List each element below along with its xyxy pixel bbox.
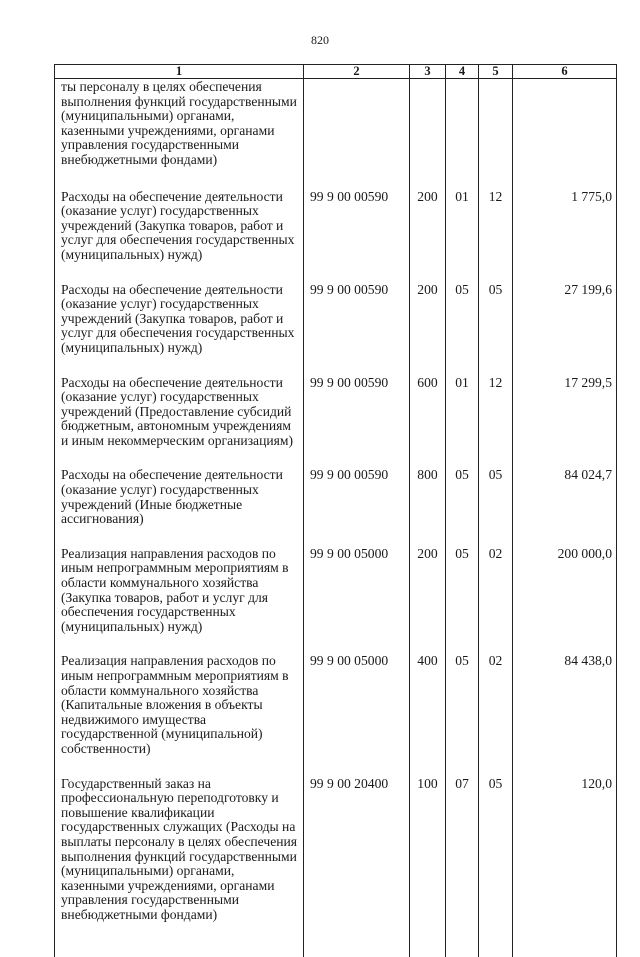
row-section: 05 <box>446 283 479 376</box>
row-amount <box>513 79 617 190</box>
row-description: Реализация направления расходов по иным непрограммным мероприятиям в области коммунального хозяйства (Закупка товаров, работ и услуг для обеспечения государственных (муниципальных) нужд) <box>55 547 304 655</box>
header-col-5: 5 <box>479 65 513 79</box>
table-row <box>55 547 617 655</box>
row-subsection <box>479 79 513 190</box>
table-row <box>55 190 617 283</box>
budget-table <box>54 64 617 957</box>
row-type: 100 <box>410 777 446 957</box>
row-description: Расходы на обеспечение деятельности (оказание услуг) государственных учреждений (Закупка товаров, работ и услуг для обеспечения государственных (муниципальных) нужд) <box>55 190 304 283</box>
row-code: 99 9 00 00590 <box>304 190 410 283</box>
row-amount: 84 024,7 <box>513 468 617 546</box>
row-description: Расходы на обеспечение деятельности (оказание услуг) государственных учреждений (Иные бюджетные ассигнования) <box>55 468 304 546</box>
row-code: 99 9 00 05000 <box>304 547 410 655</box>
row-code: 99 9 00 00590 <box>304 376 410 469</box>
row-code: 99 9 00 00590 <box>304 283 410 376</box>
header-col-6: 6 <box>513 65 617 79</box>
row-subsection: 12 <box>479 190 513 283</box>
row-description: Расходы на обеспечение деятельности (оказание услуг) государственных учреждений (Предоставление субсидий бюджетным, автономным учреждениям и иным некоммерческим организациям) <box>55 376 304 469</box>
row-section: 07 <box>446 777 479 957</box>
row-code <box>304 79 410 190</box>
table-row <box>55 654 617 776</box>
row-description: Государственный заказ на профессиональную переподготовку и повышение квалификации государственных служащих (Расходы на выплаты персоналу в целях обеспечения выполнения функций государственными (муниципальными) органами, казенными учреждениями, органами управления государственными внебюджетными фондами) <box>55 777 304 957</box>
row-section: 05 <box>446 654 479 776</box>
table-row <box>55 376 617 469</box>
row-description: Расходы на обеспечение деятельности (оказание услуг) государственных учреждений (Закупка товаров, работ и услуг для обеспечения государственных (муниципальных) нужд) <box>55 283 304 376</box>
row-type <box>410 79 446 190</box>
row-subsection: 05 <box>479 777 513 957</box>
header-col-1: 1 <box>55 65 304 79</box>
row-type: 600 <box>410 376 446 469</box>
row-code: 99 9 00 00590 <box>304 468 410 546</box>
row-subsection: 05 <box>479 283 513 376</box>
row-section: 05 <box>446 547 479 655</box>
row-amount: 120,0 <box>513 777 617 957</box>
row-subsection: 12 <box>479 376 513 469</box>
header-col-4: 4 <box>446 65 479 79</box>
header-col-2: 2 <box>304 65 410 79</box>
row-type: 800 <box>410 468 446 546</box>
row-amount: 200 000,0 <box>513 547 617 655</box>
row-type: 200 <box>410 547 446 655</box>
row-amount: 84 438,0 <box>513 654 617 776</box>
row-amount: 1 775,0 <box>513 190 617 283</box>
row-section: 01 <box>446 190 479 283</box>
row-amount: 27 199,6 <box>513 283 617 376</box>
row-section <box>446 79 479 190</box>
row-subsection: 02 <box>479 654 513 776</box>
row-subsection: 05 <box>479 468 513 546</box>
row-amount: 17 299,5 <box>513 376 617 469</box>
row-section: 01 <box>446 376 479 469</box>
row-section: 05 <box>446 468 479 546</box>
table-row <box>55 777 617 957</box>
row-description: ты персоналу в целях обеспечения выполнения функций государственными (муниципальными) органами, казенными учреждениями, органами управления государственными внебюджетными фондами) <box>55 79 304 190</box>
row-subsection: 02 <box>479 547 513 655</box>
table-row <box>55 79 617 190</box>
header-col-3: 3 <box>410 65 446 79</box>
row-code: 99 9 00 05000 <box>304 654 410 776</box>
row-description: Реализация направления расходов по иным непрограммным мероприятиям в области коммунального хозяйства (Капитальные вложения в объекты недвижимого имущества государственной (муниципальной) собственности) <box>55 654 304 776</box>
row-type: 200 <box>410 190 446 283</box>
row-code: 99 9 00 20400 <box>304 777 410 957</box>
header-row <box>55 65 617 79</box>
row-type: 400 <box>410 654 446 776</box>
table-row <box>55 283 617 376</box>
row-type: 200 <box>410 283 446 376</box>
page-number: 820 <box>311 33 329 47</box>
table-row <box>55 468 617 546</box>
